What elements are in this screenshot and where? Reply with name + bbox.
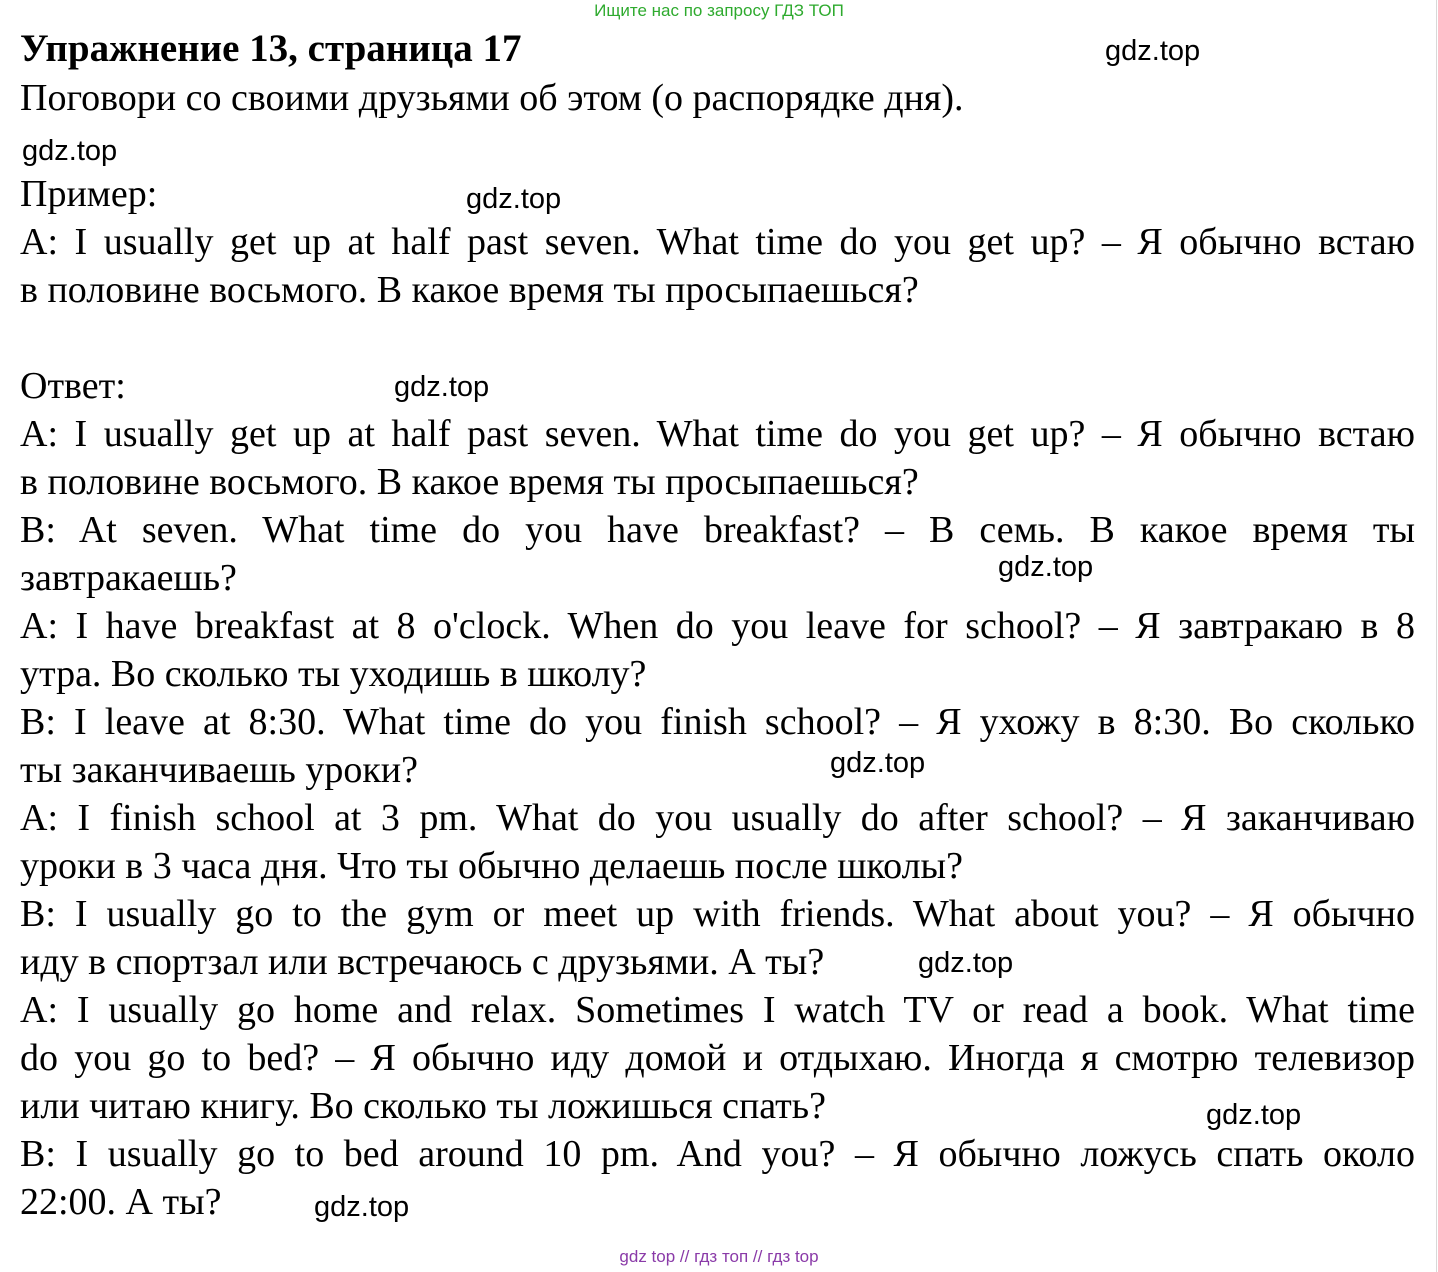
answer-line-1: A: I usually get up at half past seven. What time do you get up? – Я обычно встаю [20,413,1415,455]
bottom-banner: gdz top // гдз топ // гдз top [619,1247,819,1266]
watermark: gdz.top [394,371,490,403]
watermark: gdz.top [830,747,926,779]
answer-line-9: A: I finish school at 3 pm. What do you usually do after school? – Я заканчиваю [20,797,1415,839]
watermark: gdz.top [22,135,118,167]
watermark: gdz.top [314,1191,410,1223]
answer-line-10: уроки в 3 часа дня. Что ты обычно делаешь после школы? [20,845,963,887]
watermark: gdz.top [1105,35,1201,67]
task-text: Поговори со своими друзьями об этом (о распорядке дня). [20,77,964,119]
top-banner: Ищите нас по запросу ГДЗ ТОП [594,1,844,20]
watermark: gdz.top [1206,1099,1302,1131]
answer-line-12: иду в спортзал или встречаюсь с друзьями. А ты? [20,941,825,983]
answer-line-13: A: I usually go home and relax. Sometimes I watch TV or read a book. What time [20,989,1415,1031]
page-edge-line [1436,0,1437,1272]
watermark: gdz.top [918,947,1014,979]
answer-line-16: B: I usually go to bed around 10 pm. And you? – Я обычно ложусь спать около [20,1133,1415,1175]
answer-line-11: B: I usually go to the gym or meet up with friends. What about you? – Я обычно [20,893,1415,935]
example-line-2: в половине восьмого. В какое время ты просыпаешься? [20,269,919,311]
answer-line-3: B: At seven. What time do you have breakfast? – В семь. В какое время ты [20,509,1415,551]
answer-line-7: B: I leave at 8:30. What time do you finish school? – Я ухожу в 8:30. Во сколько [20,701,1415,743]
exercise-title: Упражнение 13, страница 17 [20,27,522,70]
answer-line-8: ты заканчиваешь уроки? [20,749,418,791]
answer-line-5: A: I have breakfast at 8 o'clock. When do you leave for school? – Я завтракаю в 8 [20,605,1415,647]
watermark: gdz.top [998,551,1094,583]
answer-line-17: 22:00. А ты? [20,1181,222,1223]
answer-label: Ответ: [20,365,126,407]
answer-line-4: завтракаешь? [20,557,237,599]
answer-line-6: утра. Во сколько ты уходишь в школу? [20,653,647,695]
example-label: Пример: [20,173,158,215]
answer-line-15: или читаю книгу. Во сколько ты ложишься спать? [20,1085,826,1127]
answer-line-2: в половине восьмого. В какое время ты просыпаешься? [20,461,919,503]
watermark: gdz.top [466,183,562,215]
example-line-1: A: I usually get up at half past seven. What time do you get up? – Я обычно встаю [20,221,1415,263]
answer-line-14: do you go to bed? – Я обычно иду домой и отдыхаю. Иногда я смотрю телевизор [20,1037,1415,1079]
